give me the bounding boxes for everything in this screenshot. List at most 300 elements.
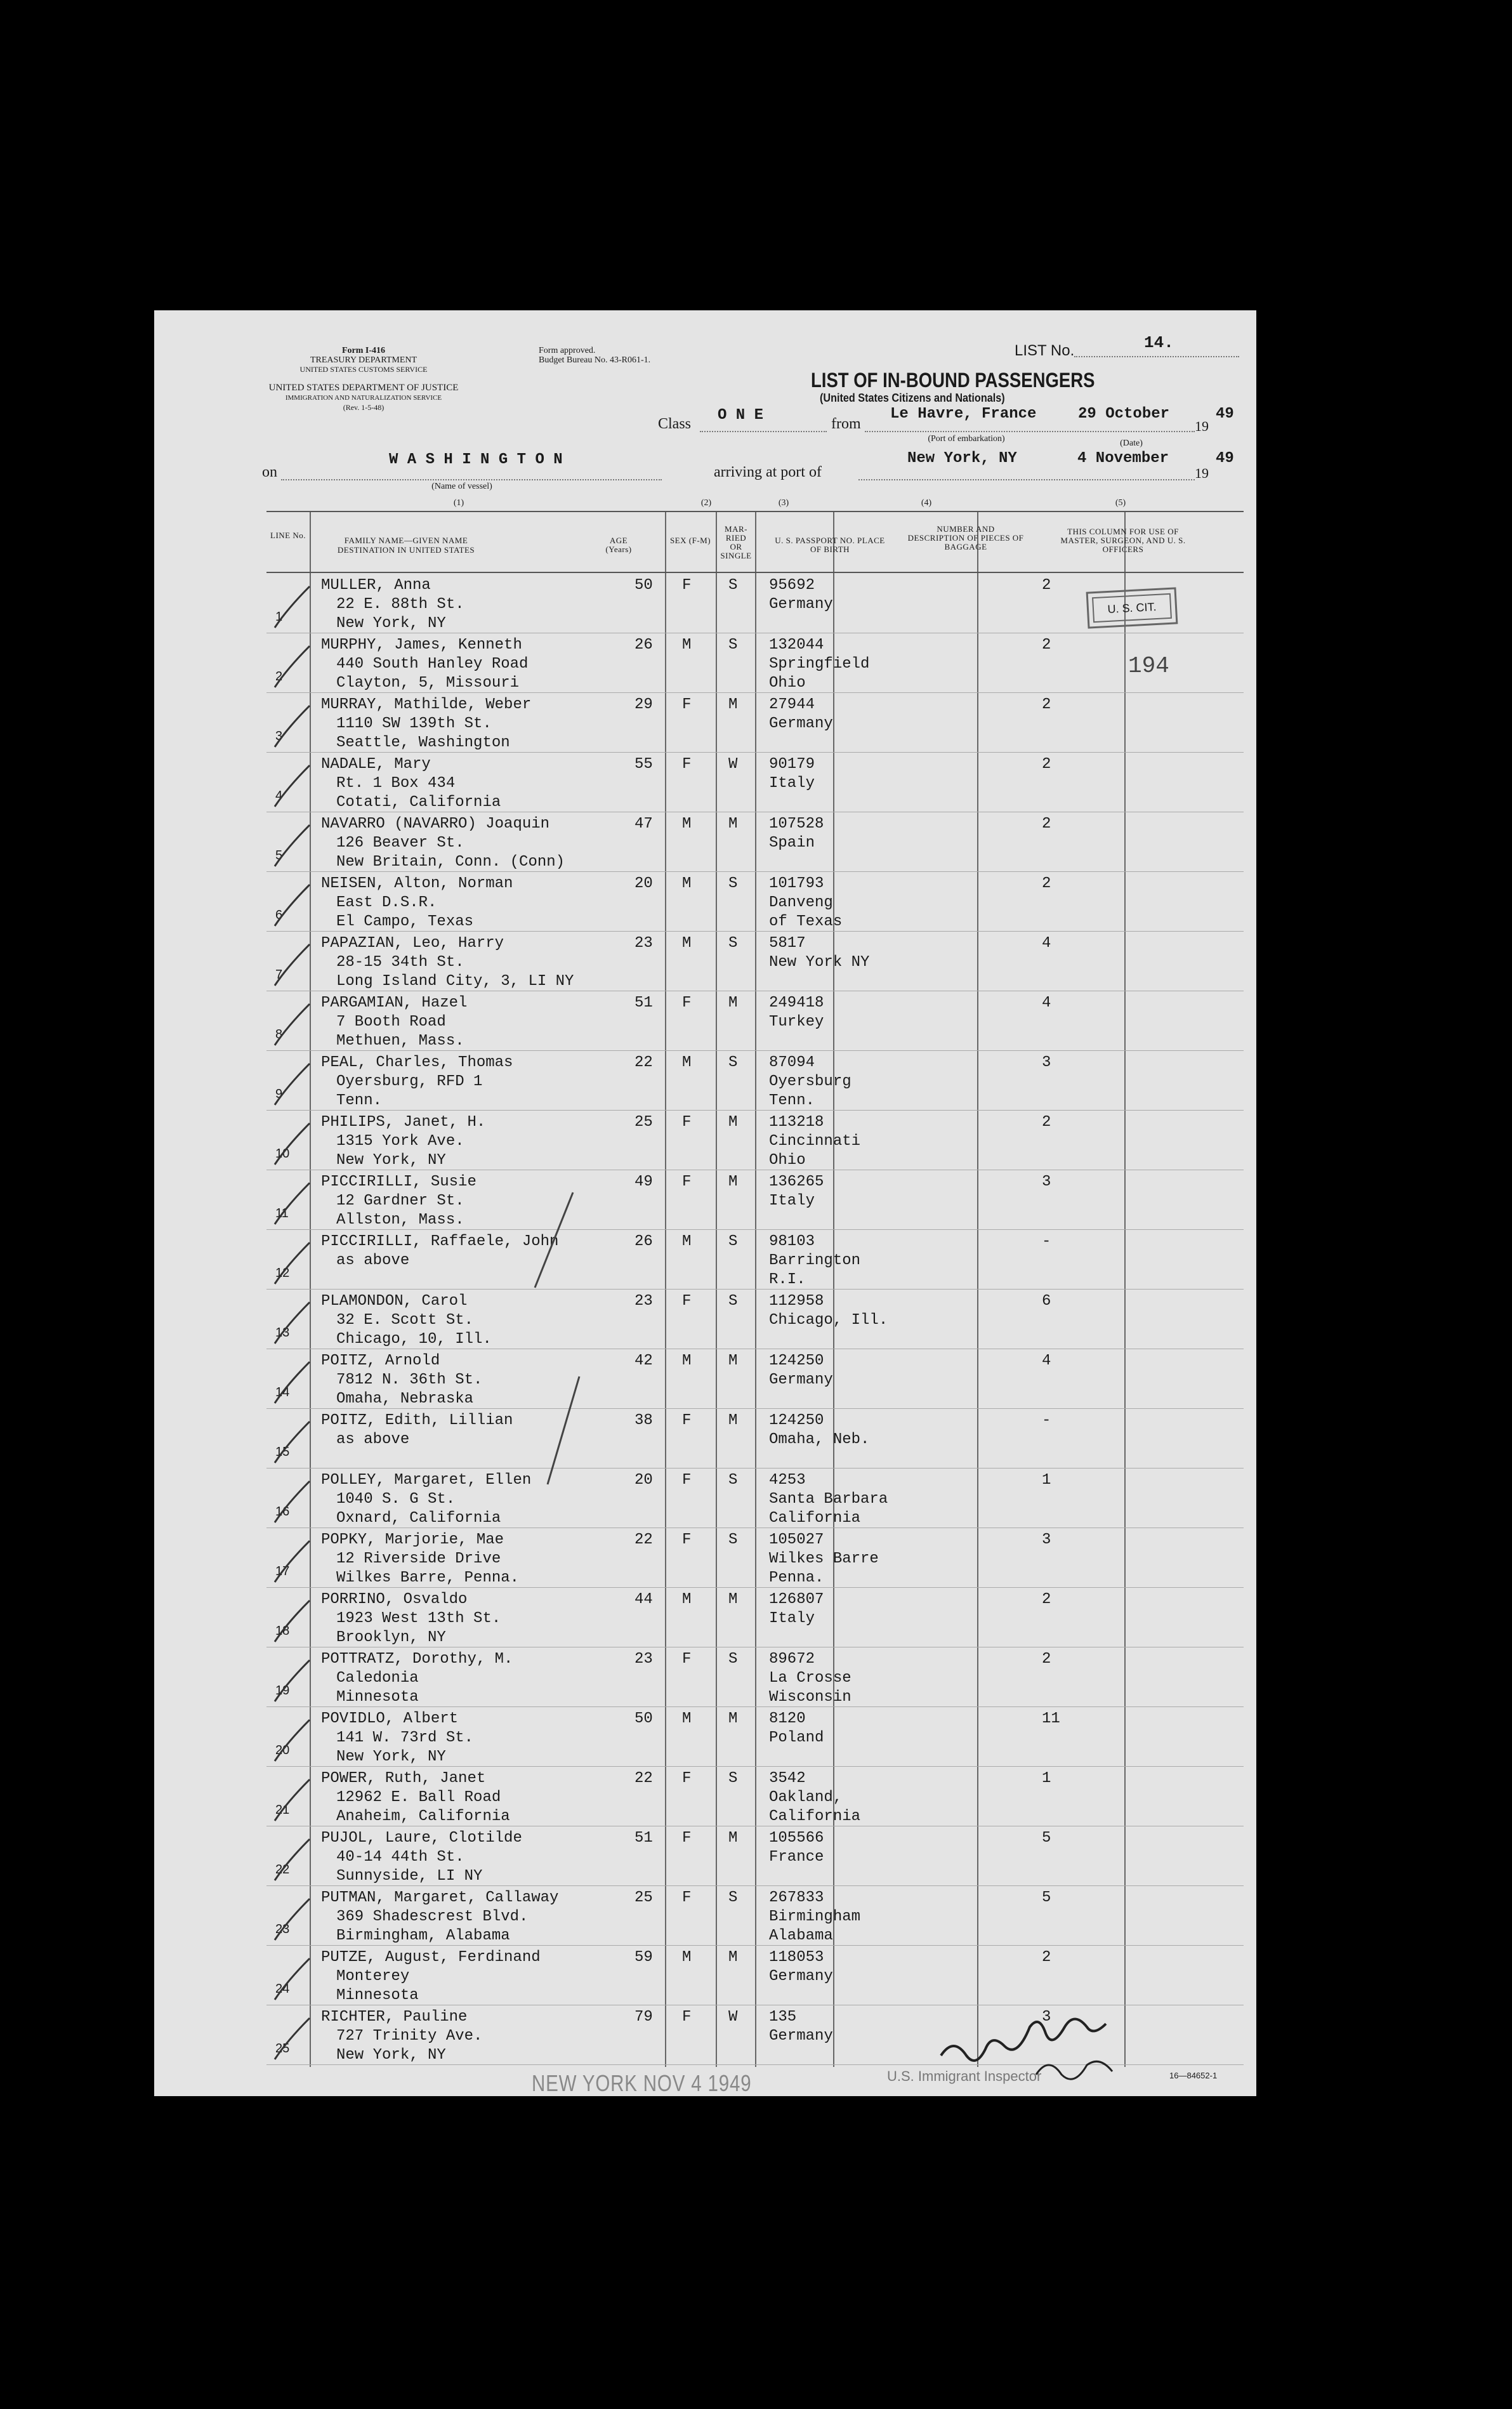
passenger-name: NADALE, Mary — [321, 756, 431, 773]
header-passport: U. S. PASSPORT NO. PLACE OF BIRTH — [775, 536, 885, 554]
baggage-count: 3 — [1042, 1173, 1051, 1191]
us-citizen-stamp: U. S. CIT. — [1086, 587, 1178, 628]
birthplace-line-1: Germany — [769, 2028, 833, 2045]
address-line-1: 440 South Hanley Road — [336, 656, 529, 673]
check-mark — [275, 944, 310, 986]
passenger-name: MURRAY, Mathilde, Weber — [321, 696, 532, 713]
sex: F — [682, 1889, 692, 1906]
age: 22 — [634, 1054, 653, 1071]
marital-status: M — [728, 1412, 738, 1429]
header-sex: SEX (F-M) — [669, 536, 711, 545]
marital-status: S — [728, 1293, 738, 1310]
birthplace-line-2: Ohio — [769, 1152, 806, 1169]
embarkation-year-prefix: 19 — [1195, 418, 1209, 434]
col-num-1: (1) — [453, 498, 464, 508]
baggage-count: - — [1042, 1412, 1051, 1429]
address-line-1: Caledonia — [336, 1670, 419, 1687]
baggage-count: 2 — [1042, 1651, 1051, 1668]
baggage-count: 4 — [1042, 935, 1051, 952]
check-mark — [275, 1183, 310, 1224]
age: 25 — [634, 1114, 653, 1131]
passport-number: 3542 — [769, 1770, 806, 1787]
marital-status: M — [728, 1710, 738, 1727]
passenger-name: POITZ, Edith, Lillian — [321, 1412, 513, 1429]
baggage-count: 2 — [1042, 1591, 1051, 1608]
line-number: 24 — [275, 1982, 290, 1996]
line-number: 4 — [275, 789, 283, 803]
address-line-2: Minnesota — [336, 1689, 419, 1706]
age: 26 — [634, 637, 653, 654]
arrival-port: New York, NY — [907, 450, 1017, 467]
baggage-count: 4 — [1042, 1352, 1051, 1370]
line-number: 17 — [275, 1564, 290, 1578]
baggage-count: 2 — [1042, 696, 1051, 713]
marital-status: M — [728, 1949, 738, 1966]
line-number: 11 — [275, 1206, 289, 1220]
line-number: 22 — [275, 1863, 290, 1877]
sex: M — [682, 637, 692, 654]
passport-number: 27944 — [769, 696, 815, 713]
birthplace-line-1: Poland — [769, 1729, 824, 1746]
sex: M — [682, 875, 692, 892]
passenger-name: PLAMONDON, Carol — [321, 1293, 468, 1310]
passenger-name: MULLER, Anna — [321, 577, 431, 594]
address-line-1: 22 E. 88th St. — [336, 596, 464, 613]
passenger-name: POWER, Ruth, Janet — [321, 1770, 486, 1787]
line-number: 9 — [275, 1087, 283, 1101]
form-approved: Form approved. — [539, 346, 596, 355]
marital-status: S — [728, 577, 738, 594]
manifest-page — [154, 310, 1256, 2096]
check-mark — [275, 1243, 310, 1284]
birthplace-line-1: Cincinnati — [769, 1133, 861, 1150]
header-officers: THIS COLUMN FOR USE OF MASTER, SURGEON, AND U. S. OFFICERS — [1060, 527, 1186, 554]
passenger-name: PICCIRILLI, Raffaele, John — [321, 1233, 559, 1250]
age: 51 — [634, 1830, 653, 1847]
passport-number: 4253 — [769, 1472, 806, 1489]
passport-number: 105027 — [769, 1531, 824, 1548]
marital-status: S — [728, 637, 738, 654]
sex: F — [682, 756, 692, 773]
marital-status: M — [728, 1352, 738, 1370]
inspector-signature — [935, 2011, 1188, 2094]
sex: M — [682, 1352, 692, 1370]
marital-status: M — [728, 696, 738, 713]
address-line-1: as above — [336, 1252, 410, 1269]
line-number: 19 — [275, 1684, 290, 1698]
baggage-count: 2 — [1042, 637, 1051, 654]
address-line-2: New York, NY — [336, 615, 446, 632]
col-num-2: (2) — [700, 498, 712, 508]
birthplace-line-1: Italy — [769, 1192, 815, 1210]
check-mark — [275, 1004, 310, 1045]
address-line-2: Anaheim, California — [336, 1808, 510, 1825]
passenger-name: PUTMAN, Margaret, Callaway — [321, 1889, 559, 1906]
sex: M — [682, 1233, 692, 1250]
passport-number: 107528 — [769, 815, 824, 833]
revision: (Rev. 1-5-48) — [343, 403, 385, 412]
marital-status: M — [728, 1114, 738, 1131]
birthplace-line-2: Wisconsin — [769, 1689, 851, 1706]
sex: F — [682, 1114, 692, 1131]
address-line-1: 126 Beaver St. — [336, 835, 464, 852]
line-number: 3 — [275, 729, 283, 743]
birthplace-line-1: Germany — [769, 596, 833, 613]
birthplace-line-1: Italy — [769, 775, 815, 792]
ins-service: IMMIGRATION AND NATURALIZATION SERVICE — [285, 394, 442, 402]
sex: F — [682, 1531, 692, 1548]
birthplace-line-2: Tenn. — [769, 1092, 815, 1109]
address-line-2: Chicago, 10, Ill. — [336, 1331, 492, 1348]
passport-number: 90179 — [769, 756, 815, 773]
baggage-count: 5 — [1042, 1830, 1051, 1847]
passenger-name: MURPHY, James, Kenneth — [321, 637, 522, 654]
arrival-year: 49 — [1216, 450, 1234, 467]
passport-number: 89672 — [769, 1651, 815, 1668]
address-line-1: 12 Gardner St. — [336, 1192, 464, 1210]
line-number: 21 — [275, 1803, 290, 1817]
check-mark — [275, 765, 310, 807]
birthplace-line-1: Omaha, Neb. — [769, 1431, 870, 1448]
passport-number: 132044 — [769, 637, 824, 654]
sex: F — [682, 1293, 692, 1310]
age: 26 — [634, 1233, 653, 1250]
baggage-count: 11 — [1042, 1710, 1060, 1727]
baggage-count: 2 — [1042, 1114, 1051, 1131]
marital-status: S — [728, 935, 738, 952]
baggage-count: 2 — [1042, 815, 1051, 833]
passport-number: 87094 — [769, 1054, 815, 1071]
customs-service: UNITED STATES CUSTOMS SERVICE — [299, 365, 428, 374]
address-line-2: New York, NY — [336, 1152, 446, 1169]
line-number: 12 — [275, 1266, 290, 1280]
header-destination: DESTINATION IN UNITED STATES — [337, 545, 475, 555]
address-line-1: Monterey — [336, 1968, 410, 1985]
address-line-1: Rt. 1 Box 434 — [336, 775, 456, 792]
baggage-count: 3 — [1042, 2009, 1051, 2026]
baggage-count: - — [1042, 1233, 1051, 1250]
address-line-2: New Britain, Conn. (Conn) — [336, 854, 565, 871]
birthplace-line-1: Barrington — [769, 1252, 861, 1269]
vessel-caption: (Name of vessel) — [431, 482, 492, 491]
check-mark — [275, 1958, 310, 2000]
age: 79 — [634, 2009, 653, 2026]
address-line-2: Allston, Mass. — [336, 1211, 464, 1229]
marital-status: M — [728, 815, 738, 833]
check-mark — [275, 1541, 310, 1582]
address-line-1: 1040 S. G St. — [336, 1491, 456, 1508]
sex: F — [682, 1830, 692, 1847]
age: 20 — [634, 875, 653, 892]
embarkation-caption: (Port of embarkation) — [928, 434, 1005, 444]
document-title: LIST OF IN-BOUND PASSENGERS — [811, 369, 1095, 392]
line-number: 15 — [275, 1445, 290, 1459]
passport-number: 98103 — [769, 1233, 815, 1250]
marital-status: S — [728, 1889, 738, 1906]
passport-number: 267833 — [769, 1889, 824, 1906]
birthplace-line-1: Danveng — [769, 894, 833, 911]
list-no-label: LIST No. — [1015, 342, 1075, 359]
passenger-name: PICCIRILLI, Susie — [321, 1173, 477, 1191]
birthplace-line-2: Penna. — [769, 1569, 824, 1587]
marital-status: S — [728, 875, 738, 892]
passport-number: 5817 — [769, 935, 806, 952]
line-number: 7 — [275, 968, 283, 982]
line-number: 14 — [275, 1385, 290, 1399]
passenger-name: POPKY, Marjorie, Mae — [321, 1531, 504, 1548]
sex: F — [682, 1472, 692, 1489]
age: 50 — [634, 1710, 653, 1727]
check-mark — [275, 1422, 310, 1463]
check-mark — [275, 2018, 310, 2059]
address-line-1: 141 W. 73rd St. — [336, 1729, 474, 1746]
age: 23 — [634, 1651, 653, 1668]
baggage-count: 2 — [1042, 875, 1051, 892]
passport-number: 136265 — [769, 1173, 824, 1191]
budget-bureau: Budget Bureau No. 43-R061-1. — [539, 355, 651, 365]
check-mark — [275, 706, 310, 747]
passenger-name: POVIDLO, Albert — [321, 1710, 459, 1727]
address-line-2: Birmingham, Alabama — [336, 1927, 510, 1944]
marital-status: S — [728, 1472, 738, 1489]
age: 25 — [634, 1889, 653, 1906]
check-mark — [275, 646, 310, 687]
check-mark — [275, 1362, 310, 1403]
check-mark — [275, 1064, 310, 1105]
address-line-2: Wilkes Barre, Penna. — [336, 1569, 520, 1587]
marital-status: S — [728, 1054, 738, 1071]
passport-number: 112958 — [769, 1293, 824, 1310]
form-number: Form I-416 — [341, 346, 386, 355]
passport-number: 135 — [769, 2009, 797, 2026]
check-mark — [275, 1660, 310, 1701]
line-number: 13 — [275, 1326, 290, 1340]
header-name: FAMILY NAME—GIVEN NAME — [344, 536, 468, 545]
class-label: Class — [658, 416, 692, 432]
embarkation-date: 29 October — [1078, 406, 1170, 423]
marital-status: S — [728, 1531, 738, 1548]
address-line-1: 727 Trinity Ave. — [336, 2028, 483, 2045]
sex: M — [682, 1054, 692, 1071]
document-subtitle: (United States Citizens and Nationals) — [820, 392, 1005, 404]
sex: F — [682, 577, 692, 594]
birthplace-line-1: Springfield — [769, 656, 870, 673]
sex: M — [682, 1949, 692, 1966]
col-num-4: (4) — [921, 498, 932, 508]
age: 59 — [634, 1949, 653, 1966]
address-line-1: 1110 SW 139th St. — [336, 715, 492, 732]
check-mark — [275, 1899, 310, 1940]
address-line-1: 28-15 34th St. — [336, 954, 464, 971]
birthplace-line-2: California — [769, 1510, 861, 1527]
baggage-count: 1 — [1042, 1472, 1051, 1489]
passenger-name: NAVARRO (NAVARRO) Joaquin — [321, 815, 550, 833]
class-value: O N E — [718, 407, 764, 424]
address-line-2: Minnesota — [336, 1987, 419, 2004]
check-mark — [275, 1720, 310, 1761]
check-mark — [275, 1600, 310, 1642]
birthplace-line-1: Santa Barbara — [769, 1491, 888, 1508]
header-baggage: NUMBER AND DESCRIPTION OF PIECES OF BAGGAGE — [907, 524, 1024, 551]
sex: F — [682, 1173, 692, 1191]
date-stamp: NEW YORK NOV 4 1949 — [532, 2070, 752, 2096]
marital-status: S — [728, 1770, 738, 1787]
passenger-name: PAPAZIAN, Leo, Harry — [321, 935, 504, 952]
age: 51 — [634, 994, 653, 1012]
address-line-2: Oxnard, California — [336, 1510, 501, 1527]
birthplace-line-1: Germany — [769, 715, 833, 732]
birthplace-line-2: California — [769, 1808, 861, 1825]
passenger-name: NEISEN, Alton, Norman — [321, 875, 513, 892]
passport-number: 95692 — [769, 577, 815, 594]
col-num-3: (3) — [778, 498, 789, 508]
address-line-1: 12962 E. Ball Road — [336, 1789, 501, 1806]
birthplace-line-2: Ohio — [769, 675, 806, 692]
address-line-1: as above — [336, 1431, 410, 1448]
line-number: 6 — [275, 908, 283, 922]
embarkation-port: Le Havre, France — [890, 406, 1037, 423]
age: 38 — [634, 1412, 653, 1429]
col-num-5: (5) — [1115, 498, 1126, 508]
address-line-2: Omaha, Nebraska — [336, 1390, 474, 1408]
form-code: 16—84652-1 — [1169, 2071, 1218, 2080]
sex: M — [682, 815, 692, 833]
arrival-date-caption: (Date) — [1120, 439, 1143, 448]
from-label: from — [831, 416, 861, 432]
birthplace-line-1: Spain — [769, 835, 815, 852]
baggage-count: 5 — [1042, 1889, 1051, 1906]
check-mark — [275, 1123, 310, 1165]
marital-status: W — [728, 756, 738, 773]
age: 50 — [634, 577, 653, 594]
marital-status: M — [728, 994, 738, 1012]
check-mark — [275, 1779, 310, 1821]
arrival-year-prefix: 19 — [1195, 465, 1209, 481]
header-married: MAR-RIED OR SINGLE — [720, 524, 752, 560]
baggage-count: 6 — [1042, 1293, 1051, 1310]
birthplace-line-2: R.I. — [769, 1271, 806, 1288]
header-line-no: LINE No. — [270, 531, 306, 540]
passport-number: 126807 — [769, 1591, 824, 1608]
baggage-count: 1 — [1042, 1770, 1051, 1787]
line-number: 18 — [275, 1624, 290, 1638]
age: 22 — [634, 1770, 653, 1787]
age: 23 — [634, 935, 653, 952]
passenger-name: PHILIPS, Janet, H. — [321, 1114, 486, 1131]
address-line-1: 1315 York Ave. — [336, 1133, 464, 1150]
age: 55 — [634, 756, 653, 773]
address-line-2: Cotati, California — [336, 794, 501, 811]
address-line-2: Clayton, 5, Missouri — [336, 675, 520, 692]
age: 22 — [634, 1531, 653, 1548]
address-line-2: Brooklyn, NY — [336, 1629, 446, 1646]
birthplace-line-1: Oyersburg — [769, 1073, 851, 1090]
line-number: 1 — [275, 610, 283, 624]
baggage-count: 2 — [1042, 756, 1051, 773]
age: 49 — [634, 1173, 653, 1191]
vessel-name: W A S H I N G T O N — [389, 451, 563, 468]
sex: M — [682, 1591, 692, 1608]
address-line-2: El Campo, Texas — [336, 913, 474, 930]
passenger-name: RICHTER, Pauline — [321, 2009, 468, 2026]
passport-number: 8120 — [769, 1710, 806, 1727]
arriving-label: arriving at port of — [714, 464, 822, 480]
passport-number: 249418 — [769, 994, 824, 1012]
marital-status: M — [728, 1173, 738, 1191]
sex: F — [682, 1651, 692, 1668]
passport-number: 105566 — [769, 1830, 824, 1847]
passport-number: 101793 — [769, 875, 824, 892]
age: 47 — [634, 815, 653, 833]
line-number: 25 — [275, 2042, 290, 2056]
line-number: 23 — [275, 1922, 290, 1936]
address-line-2: Long Island City, 3, LI NY — [336, 973, 574, 990]
passport-number: 124250 — [769, 1412, 824, 1429]
passenger-name: POITZ, Arnold — [321, 1352, 440, 1370]
birthplace-line-1: Birmingham — [769, 1908, 861, 1925]
justice-dept: UNITED STATES DEPARTMENT OF JUSTICE — [268, 383, 459, 393]
sex: M — [682, 1710, 692, 1727]
birthplace-line-1: Germany — [769, 1968, 833, 1985]
passenger-name: POLLEY, Margaret, Ellen — [321, 1472, 532, 1489]
baggage-count: 3 — [1042, 1531, 1051, 1548]
address-line-1: 369 Shadescrest Blvd. — [336, 1908, 529, 1925]
address-line-1: 7 Booth Road — [336, 1013, 446, 1031]
embarkation-year: 49 — [1216, 406, 1234, 423]
sex: F — [682, 1412, 692, 1429]
sex: F — [682, 696, 692, 713]
baggage-count: 2 — [1042, 1949, 1051, 1966]
baggage-count: 2 — [1042, 577, 1051, 594]
address-line-2: Methuen, Mass. — [336, 1033, 464, 1050]
header-age: AGE (Years) — [605, 536, 632, 554]
list-no-value: 14. — [1144, 333, 1174, 352]
baggage-count: 4 — [1042, 994, 1051, 1012]
marital-status: S — [728, 1233, 738, 1250]
passenger-name: PUJOL, Laure, Clotilde — [321, 1830, 522, 1847]
check-mark — [275, 1302, 310, 1343]
birthplace-line-1: France — [769, 1849, 824, 1866]
baggage-count: 3 — [1042, 1054, 1051, 1071]
treasury-dept: TREASURY DEPARTMENT — [310, 355, 417, 365]
passport-number: 118053 — [769, 1949, 824, 1966]
passenger-name: PEAL, Charles, Thomas — [321, 1054, 513, 1071]
line-number: 5 — [275, 848, 283, 862]
sex: F — [682, 994, 692, 1012]
address-line-1: East D.S.R. — [336, 894, 437, 911]
sex: F — [682, 2009, 692, 2026]
birthplace-line-1: Turkey — [769, 1013, 824, 1031]
passport-number: 124250 — [769, 1352, 824, 1370]
marital-status: W — [728, 2009, 738, 2026]
birthplace-line-1: Wilkes Barre — [769, 1550, 879, 1568]
address-line-1: Oyersburg, RFD 1 — [336, 1073, 483, 1090]
passenger-name: PUTZE, August, Ferdinand — [321, 1949, 541, 1966]
inspector-label: U.S. Immigrant Inspector — [887, 2068, 1042, 2084]
handwritten-marks — [509, 1186, 598, 1541]
line-number: 10 — [275, 1147, 290, 1161]
marital-status: M — [728, 1591, 738, 1608]
arrival-date: 4 November — [1077, 450, 1169, 467]
line-number: 16 — [275, 1505, 290, 1519]
address-line-1: 32 E. Scott St. — [336, 1312, 474, 1329]
address-line-2: Sunnyside, LI NY — [336, 1868, 483, 1885]
address-line-1: 40-14 44th St. — [336, 1849, 464, 1866]
marital-status: M — [728, 1830, 738, 1847]
line-number: 2 — [275, 670, 283, 683]
sex: M — [682, 935, 692, 952]
passport-number: 113218 — [769, 1114, 824, 1131]
